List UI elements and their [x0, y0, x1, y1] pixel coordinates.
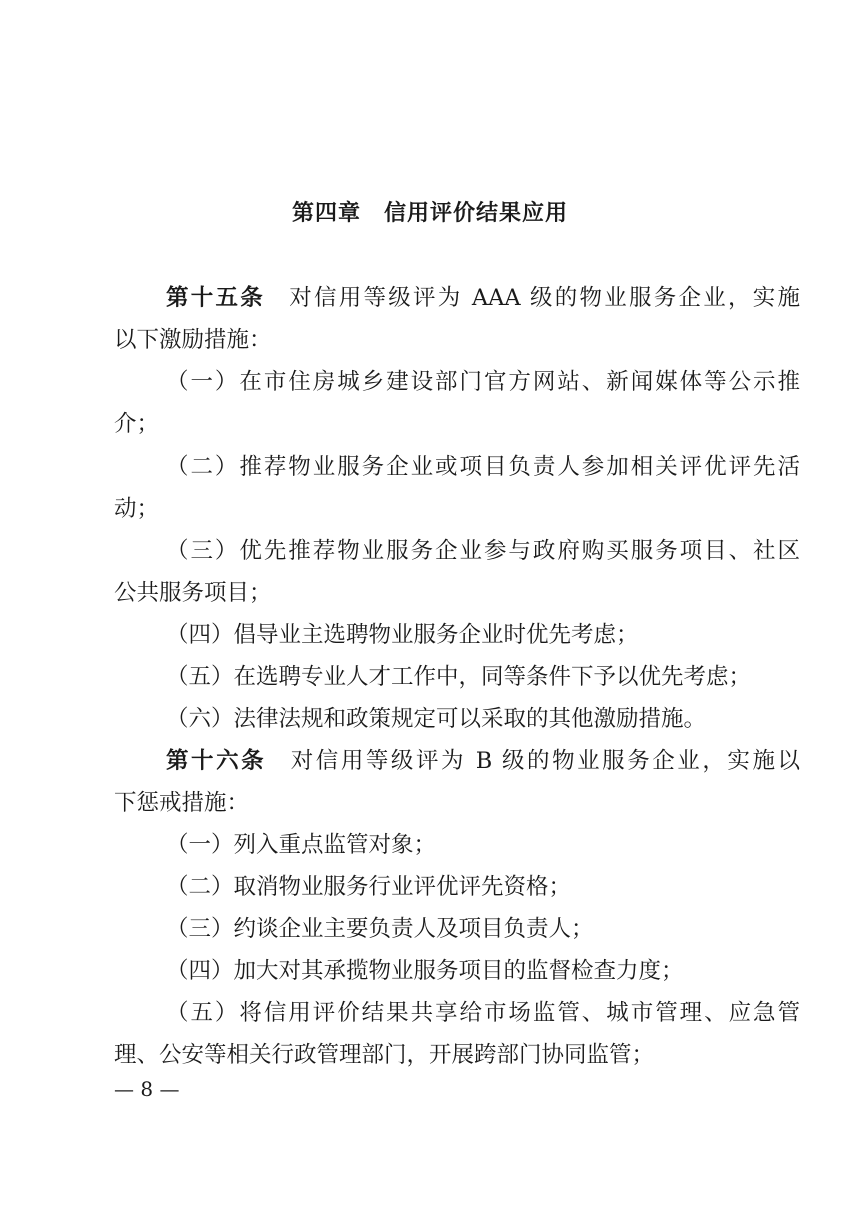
article-16-intro	[166, 746, 800, 776]
article-16-item-5-cont: 理、公安等相关行政管理部门，开展跨部门协同监管；	[114, 1042, 655, 1068]
article-15-item-3: （三）优先推荐物业服务企业参与政府购买服务项目、社区	[166, 538, 800, 564]
article-16-label: 第十六条	[166, 748, 267, 774]
article-15-item-1-cont: 介；	[114, 411, 160, 437]
page-number: — 8 —	[114, 1077, 180, 1101]
article-16-intro-text: 对信用等级评为 B 级的物业服务企业，实施以	[288, 748, 800, 774]
article-15-item-2-cont: 动；	[114, 496, 160, 522]
article-15-item-5: （五）在选聘专业人才工作中，同等条件下予以优先考虑；	[166, 664, 752, 690]
article-16-item-1: （一）列入重点监管对象；	[166, 832, 437, 858]
article-15-item-2: （二）推荐物业服务企业或项目负责人参加相关评优评先活	[166, 454, 800, 480]
article-15-intro-cont: 以下激励措施：	[114, 327, 272, 353]
article-15-item-3-cont: 公共服务项目；	[114, 580, 272, 606]
article-16-intro-cont: 下惩戒措施：	[114, 790, 250, 816]
article-15-label: 第十五条	[166, 285, 265, 311]
article-15-item-6: （六）法律法规和政策规定可以采取的其他激励措施。	[166, 706, 707, 732]
article-15-item-1: （一）在市住房城乡建设部门官方网站、新闻媒体等公示推	[166, 369, 800, 395]
article-15-intro	[166, 283, 800, 313]
article-15-item-4: （四）倡导业主选聘物业服务企业时优先考虑；	[166, 622, 639, 648]
article-16-item-3: （三）约谈企业主要负责人及项目负责人；	[166, 916, 594, 942]
article-16-item-2: （二）取消物业服务行业评优评先资格；	[166, 874, 572, 900]
article-16-item-5: （五）将信用评价结果共享给市场监管、城市管理、应急管	[166, 1000, 800, 1026]
chapter-title: 第四章 信用评价结果应用	[291, 201, 568, 226]
article-16-item-4: （四）加大对其承揽物业服务项目的监督检查力度；	[166, 958, 684, 984]
article-15-intro-text: 对信用等级评为 AAA 级的物业服务企业，实施	[287, 285, 800, 311]
